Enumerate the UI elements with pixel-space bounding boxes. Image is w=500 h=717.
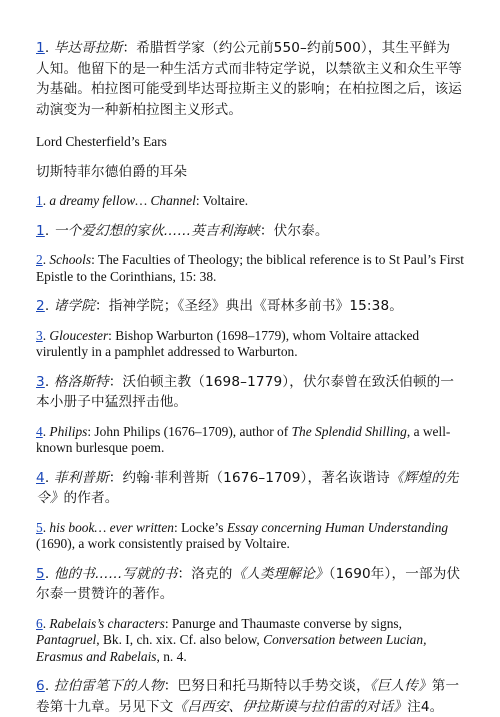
note-text: , n. 4. xyxy=(156,648,187,664)
note-4-en: 4. Philips: John Philips (1676–1709), author of The Splendid Shilling, a well-known burlesque poem. xyxy=(36,423,451,455)
note-term: Philips xyxy=(49,423,88,439)
note-term: 一个爱幻想的家伙……英吉利海峡 xyxy=(53,222,260,239)
note-text: ：希腊哲学家（约公元前550–约前500），其生平鲜为人知。他留下的是一种生活方式而非特定学说，以禁欲主义和众生平等为基础。柏拉图可能受到毕达哥拉斯主义的影响；在柏拉图之后，该运动演变为一种新柏拉图主义形式。 xyxy=(36,40,463,118)
note-text: : Bishop Warburton (1698–1779), whom Voltaire attacked virulently in a pamphlet addressed to Warburton. xyxy=(36,327,420,359)
note-1-zh: 1. 一个爱幻想的家伙……英吉利海峡：伏尔泰。 xyxy=(36,222,329,239)
note-text: : John Philips (1676–1709), author of xyxy=(87,423,292,439)
note-term: Schools xyxy=(49,252,92,267)
note-text: ：沃伯顿主教（1698–1779），伏尔泰曾在致沃伯顿的一本小册子中猛烈抨击他。 xyxy=(36,373,455,410)
footnote-link[interactable]: 4 xyxy=(36,469,45,486)
note-term: 拉伯雷笔下的人物 xyxy=(53,678,164,694)
note-term: 他的书……写就的书 xyxy=(53,565,178,582)
note-text: ：伏尔泰。 xyxy=(259,222,329,239)
work-title: 《辉煌的先令》 xyxy=(36,469,459,506)
work-title: Essay concerning Human Understanding xyxy=(226,519,449,535)
note-text: 第一卷第十九章。另见下文 xyxy=(36,678,460,715)
work-title: Pantagruel xyxy=(36,632,97,647)
note-text: (1690), a work consistently praised by Voltaire. xyxy=(36,536,290,551)
note-1-en: 1. a dreamy fellow… Channel: Voltaire. xyxy=(36,193,249,208)
note-3-en: 3. Gloucester: Bishop Warburton (1698–1779), whom Voltaire attacked virulently in a pamphlet addressed to Warburton. xyxy=(36,327,420,359)
footnote-link[interactable]: 4 xyxy=(36,423,43,439)
work-title: 《人类理解论》 xyxy=(232,565,329,582)
note-text: : Locke’s xyxy=(174,519,227,535)
note-term: Rabelais’s characters xyxy=(49,615,165,631)
note-term: 菲利普斯 xyxy=(53,469,109,486)
note-term: Gloucester xyxy=(49,327,109,343)
note-text: （1690年），一部为伏尔泰一贯赞许的著作。 xyxy=(36,565,461,602)
note-6-zh: 6. 拉伯雷笔下的人物：巴努日和托马斯特以手势交谈，《巨人传》第一卷第十九章。另见下文《吕西安、伊拉斯谟与拉伯雷的对话》注4。 xyxy=(36,678,460,715)
footnote-link[interactable]: 5 xyxy=(36,519,43,535)
footnote-link[interactable]: 3 xyxy=(36,373,45,390)
intro-note-zh: 1. 毕达哥拉斯：希腊哲学家（约公元前550–约前500），其生平鲜为人知。他留下的是一种生活方式而非特定学说，以禁欲主义和众生平等为基础。柏拉图可能受到毕达哥拉斯主义的影响；在柏拉图之后，该运动演变为一种新柏拉图主义形式。 xyxy=(36,40,463,118)
footnote-link[interactable]: 5 xyxy=(36,565,45,582)
section-title-en: Lord Chesterfield’s Ears xyxy=(36,134,167,149)
work-title: The Splendid Shilling xyxy=(291,423,407,439)
note-text: ：指神学院；《圣经》典出《哥林多前书》15:38。 xyxy=(95,298,403,314)
footnote-link[interactable]: 2 xyxy=(36,298,45,314)
note-term: 毕达哥拉斯 xyxy=(53,40,123,56)
note-term: 诸学院 xyxy=(53,298,95,314)
note-text: : Panurge and Thaumaste converse by signs, xyxy=(164,615,402,631)
note-text: , a well-known burlesque poem. xyxy=(36,423,451,455)
note-2-zh: 2. 诸学院：指神学院；《圣经》典出《哥林多前书》15:38。 xyxy=(36,298,403,314)
note-text: ：洛克的 xyxy=(177,565,233,582)
note-text: : The Faculties of Theology; the biblical reference is to St Paul’s First Epistle to the Corinthians, 15: 38. xyxy=(36,252,464,284)
note-text: ：巴努日和托马斯特以手势交谈， xyxy=(163,678,370,694)
note-5-zh: 5. 他的书……写就的书：洛克的《人类理解论》（1690年），一部为伏尔泰一贯赞许的著作。 xyxy=(36,565,461,602)
footnote-link[interactable]: 1 xyxy=(36,193,43,208)
work-title: 《吕西安、伊拉斯谟与拉伯雷的对话》 xyxy=(173,698,408,715)
section-title-zh: 切斯特菲尔德伯爵的耳朵 xyxy=(36,163,188,180)
footnote-link[interactable]: 6 xyxy=(36,615,43,631)
note-term: his book… ever written xyxy=(49,519,174,535)
note-6-en: 6. Rabelais’s characters: Panurge and Thaumaste converse by signs, Pantagruel, Bk. I, ch. xix. Cf. also below, Conversation between Lucian, Erasmus and Rabelais, n. 4. xyxy=(36,615,427,664)
note-text: ：约翰·菲利普斯（1676–1709），著名诙谐诗 xyxy=(108,469,390,486)
footnote-link[interactable]: 1 xyxy=(36,40,45,56)
note-term: a dreamy fellow… Channel xyxy=(49,193,196,208)
note-4-zh: 4. 菲利普斯：约翰·菲利普斯（1676–1709），著名诙谐诗《辉煌的先令》的作者。 xyxy=(36,469,459,506)
work-title: 《巨人传》 xyxy=(369,678,432,694)
note-text: 的作者。 xyxy=(63,490,119,506)
note-5-en: 5. his book… ever written: Locke’s Essay concerning Human Understanding (1690), a work consistently praised by Voltaire. xyxy=(36,519,449,551)
footnote-link[interactable]: 1 xyxy=(36,222,45,239)
note-text: : Voltaire. xyxy=(195,193,249,208)
note-term: 格洛斯特 xyxy=(53,373,109,390)
note-2-en: 2. Schools: The Faculties of Theology; the biblical reference is to St Paul’s First Epistle to the Corinthians, 15: 38. xyxy=(36,252,464,284)
footnote-link[interactable]: 3 xyxy=(36,327,43,343)
work-title: Conversation between Lucian, Erasmus and Rabelais xyxy=(36,632,427,664)
note-text: , Bk. I, ch. xix. Cf. also below, xyxy=(96,632,264,647)
note-3-zh: 3. 格洛斯特：沃伯顿主教（1698–1779），伏尔泰曾在致沃伯顿的一本小册子中猛烈抨击他。 xyxy=(36,373,455,410)
footnote-link[interactable]: 2 xyxy=(36,252,43,267)
footnote-link[interactable]: 6 xyxy=(36,678,45,694)
note-text: 注4。 xyxy=(407,698,444,715)
